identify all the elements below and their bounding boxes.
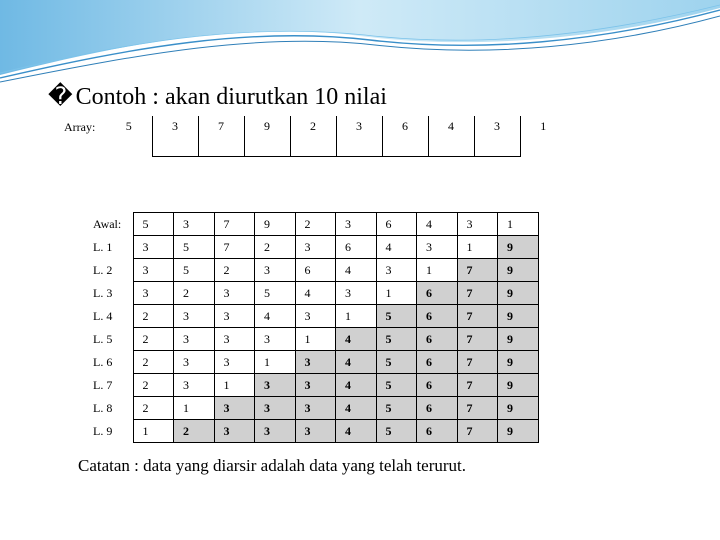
sorted-cell: 5 — [376, 420, 417, 443]
sorted-cell: 7 — [457, 282, 498, 305]
sorted-cell: 5 — [376, 374, 417, 397]
step-cell: 1 — [498, 213, 539, 236]
sorted-cell: 3 — [295, 397, 336, 420]
sorted-cell: 3 — [214, 397, 255, 420]
step-cell: 1 — [133, 420, 174, 443]
step-cell: 3 — [255, 259, 296, 282]
step-cell: 3 — [214, 328, 255, 351]
step-label: L. 1 — [93, 239, 113, 254]
array-cell: 7 — [198, 116, 244, 156]
step-cell: 3 — [457, 213, 498, 236]
step-label: L. 6 — [93, 354, 113, 369]
array-cell: 3 — [474, 116, 520, 156]
step-cell: 3 — [295, 236, 336, 259]
array-row — [106, 116, 566, 156]
step-label: L. 5 — [93, 331, 113, 346]
step-cell: 1 — [174, 397, 215, 420]
step-row — [85, 282, 538, 305]
sorted-cell: 4 — [336, 420, 377, 443]
sorted-cell: 5 — [376, 328, 417, 351]
step-cell: 3 — [174, 351, 215, 374]
sorted-cell: 4 — [336, 374, 377, 397]
sorted-cell: 5 — [376, 351, 417, 374]
step-row — [85, 236, 538, 259]
step-row — [85, 397, 538, 420]
sorted-cell: 6 — [417, 328, 458, 351]
step-label: L. 8 — [93, 400, 113, 415]
sorted-cell: 7 — [457, 374, 498, 397]
array-cell: 1 — [540, 119, 547, 133]
step-row — [85, 259, 538, 282]
step-cell: 3 — [133, 282, 174, 305]
step-cell: 3 — [174, 213, 215, 236]
step-cell: 2 — [133, 351, 174, 374]
sorted-cell: 7 — [457, 259, 498, 282]
header-wave-decoration — [0, 0, 720, 90]
step-cell: 1 — [376, 282, 417, 305]
slide-title — [48, 82, 387, 111]
sorted-cell: 3 — [295, 374, 336, 397]
sorted-cell: 7 — [457, 420, 498, 443]
step-cell: 3 — [255, 328, 296, 351]
step-cell: 3 — [174, 374, 215, 397]
array-cell: 4 — [428, 116, 474, 156]
sorted-cell: 3 — [255, 374, 296, 397]
sorted-cell: 6 — [417, 374, 458, 397]
sorted-cell: 7 — [457, 328, 498, 351]
step-cell: 5 — [255, 282, 296, 305]
array-table — [106, 116, 566, 157]
sorted-cell: 9 — [498, 305, 539, 328]
step-cell: 6 — [295, 259, 336, 282]
step-cell: 2 — [133, 374, 174, 397]
array-cell: 5 — [106, 116, 152, 156]
sorted-cell: 3 — [295, 420, 336, 443]
step-cell: 4 — [295, 282, 336, 305]
array-cell: 9 — [244, 116, 290, 156]
step-cell: 4 — [255, 305, 296, 328]
array-cell: 3 — [336, 116, 382, 156]
step-cell: 5 — [174, 259, 215, 282]
step-label: L. 2 — [93, 262, 113, 277]
step-row — [85, 374, 538, 397]
step-cell: 3 — [336, 213, 377, 236]
sorted-cell: 9 — [498, 282, 539, 305]
step-label: Awal: — [93, 216, 122, 231]
sorted-cell: 4 — [336, 351, 377, 374]
step-row — [85, 213, 538, 236]
sorted-cell: 7 — [457, 397, 498, 420]
step-cell: 7 — [214, 236, 255, 259]
array-cell: 2 — [290, 116, 336, 156]
array-cell: 3 — [152, 116, 198, 156]
step-cell: 3 — [174, 328, 215, 351]
step-cell: 3 — [174, 305, 215, 328]
sorted-cell: 4 — [336, 328, 377, 351]
step-cell: 1 — [457, 236, 498, 259]
step-cell: 6 — [376, 213, 417, 236]
step-cell: 3 — [133, 259, 174, 282]
step-cell: 2 — [174, 282, 215, 305]
step-cell: 4 — [336, 259, 377, 282]
step-cell: 5 — [174, 236, 215, 259]
sorted-cell: 9 — [498, 374, 539, 397]
step-cell: 3 — [336, 282, 377, 305]
step-cell: 3 — [295, 305, 336, 328]
step-cell: 1 — [295, 328, 336, 351]
step-cell: 1 — [336, 305, 377, 328]
step-cell: 3 — [376, 259, 417, 282]
step-cell: 2 — [133, 305, 174, 328]
step-cell: 1 — [255, 351, 296, 374]
step-cell: 3 — [214, 351, 255, 374]
sorted-cell: 4 — [336, 397, 377, 420]
step-cell: 2 — [295, 213, 336, 236]
step-cell: 4 — [417, 213, 458, 236]
step-cell: 2 — [133, 397, 174, 420]
step-row — [85, 351, 538, 374]
sorted-cell: 3 — [255, 420, 296, 443]
step-cell: 3 — [417, 236, 458, 259]
bullet-icon: � — [48, 84, 73, 110]
sorted-cell: 5 — [376, 305, 417, 328]
sorted-cell: 3 — [255, 397, 296, 420]
sorted-cell: 7 — [457, 305, 498, 328]
sorted-cell: 6 — [417, 282, 458, 305]
step-label: L. 4 — [93, 308, 113, 323]
sorted-cell: 6 — [417, 397, 458, 420]
step-cell: 2 — [133, 328, 174, 351]
step-cell: 5 — [133, 213, 174, 236]
step-label: L. 3 — [93, 285, 113, 300]
sorted-cell: 9 — [498, 259, 539, 282]
sorted-cell: 6 — [417, 420, 458, 443]
step-cell: 7 — [214, 213, 255, 236]
title-text: Contoh : akan diurutkan 10 nilai — [75, 84, 387, 110]
sorted-cell: 9 — [498, 328, 539, 351]
array-cell: 6 — [382, 116, 428, 156]
step-row — [85, 420, 538, 443]
step-cell: 6 — [336, 236, 377, 259]
step-cell: 3 — [214, 282, 255, 305]
sorted-cell: 9 — [498, 236, 539, 259]
sorted-cell: 9 — [498, 351, 539, 374]
sorted-cell: 3 — [295, 351, 336, 374]
sorted-cell: 9 — [498, 397, 539, 420]
step-cell: 1 — [214, 374, 255, 397]
sorted-cell: 7 — [457, 351, 498, 374]
step-cell: 9 — [255, 213, 296, 236]
step-cell: 3 — [214, 305, 255, 328]
step-cell: 4 — [376, 236, 417, 259]
footnote: Catatan : data yang diarsir adalah data yang telah terurut. — [78, 456, 467, 475]
array-label: Array: — [64, 120, 96, 134]
step-cell: 3 — [133, 236, 174, 259]
sorted-cell: 6 — [417, 351, 458, 374]
sorted-cell: 2 — [174, 420, 215, 443]
sorted-cell: 3 — [214, 420, 255, 443]
step-label: L. 7 — [93, 377, 113, 392]
sorted-cell: 5 — [376, 397, 417, 420]
step-cell: 2 — [255, 236, 296, 259]
step-label: L. 9 — [93, 423, 113, 438]
sorted-cell: 6 — [417, 305, 458, 328]
step-row — [85, 305, 538, 328]
step-cell: 2 — [214, 259, 255, 282]
step-row — [85, 328, 538, 351]
sorted-cell: 9 — [498, 420, 539, 443]
step-cell: 1 — [417, 259, 458, 282]
sorting-steps-table — [85, 212, 539, 443]
